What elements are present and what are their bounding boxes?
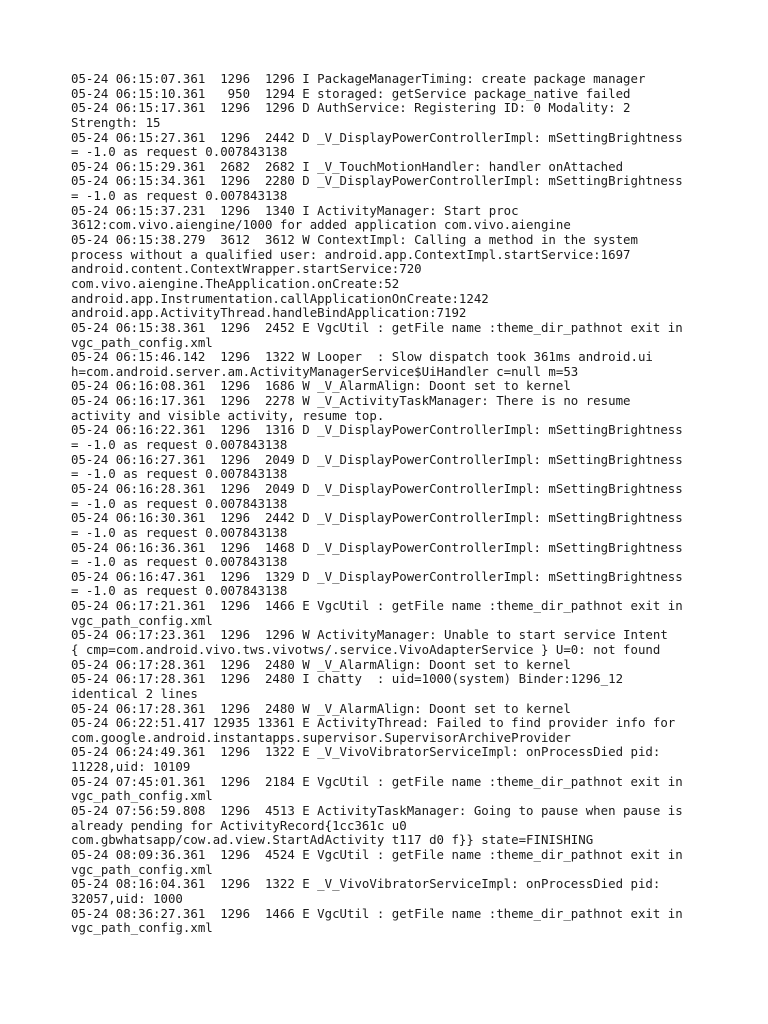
- log-line: = -1.0 as request 0.007843138: [71, 583, 288, 599]
- log-line: vgc_path_config.xml: [71, 920, 213, 936]
- log-line: h=com.android.server.am.ActivityManagerService$UiHandler c=null m=53: [71, 363, 579, 379]
- log-line: 05-24 07:45:01.361 1296 2184 E VgcUtil : getFile name :theme_dir_pathnot exit in: [71, 773, 683, 789]
- log-line: android.app.ActivityThread.handleBindApplication:7192: [71, 305, 467, 321]
- log-line: 05-24 06:16:28.361 1296 2049 D _V_DisplayPowerControllerImpl: mSettingBrightness: [71, 480, 683, 496]
- log-line: 05-24 06:17:21.361 1296 1466 E VgcUtil : getFile name :theme_dir_pathnot exit in: [71, 598, 683, 614]
- log-line: vgc_path_config.xml: [71, 334, 213, 350]
- log-line: 05-24 06:16:30.361 1296 2442 D _V_DisplayPowerControllerImpl: mSettingBrightness: [71, 510, 683, 526]
- log-line: 05-24 06:16:27.361 1296 2049 D _V_DisplayPowerControllerImpl: mSettingBrightness: [71, 451, 683, 467]
- log-line: 11228,uid: 10109: [71, 759, 191, 775]
- log-line: activity and visible activity, resume top.: [71, 407, 385, 423]
- log-line: 05-24 06:15:07.361 1296 1296 I PackageManagerTiming: create package manager: [71, 71, 646, 86]
- log-line: process without a qualified user: android.app.ContextImpl.startService:1697: [71, 246, 631, 262]
- log-line: 05-24 06:17:28.361 1296 2480 W _V_AlarmAlign: Doont set to kernel: [71, 656, 571, 672]
- log-line: identical 2 lines: [71, 685, 198, 701]
- log-line: 05-24 06:22:51.417 12935 13361 E ActivityThread: Failed to find provider info for: [71, 715, 676, 731]
- log-line: 05-24 06:15:27.361 1296 2442 D _V_DisplayPowerControllerImpl: mSettingBrightness: [71, 129, 683, 145]
- log-line: vgc_path_config.xml: [71, 861, 213, 877]
- log-line: 05-24 06:15:34.361 1296 2280 D _V_DisplayPowerControllerImpl: mSettingBrightness: [71, 173, 683, 189]
- log-line: 05-24 06:15:10.361 950 1294 E storaged: getService package_native failed: [71, 85, 631, 101]
- log-line: = -1.0 as request 0.007843138: [71, 466, 288, 482]
- log-line: android.app.Instrumentation.callApplicationOnCreate:1242: [71, 290, 489, 306]
- log-line: 05-24 06:15:29.361 2682 2682 I _V_TouchMotionHandler: handler onAttached: [71, 158, 624, 174]
- log-line: vgc_path_config.xml: [71, 612, 213, 628]
- log-line: 05-24 06:15:46.142 1296 1322 W Looper : Slow dispatch took 361ms android.ui: [71, 349, 653, 365]
- log-line: 05-24 07:56:59.808 1296 4513 E ActivityTaskManager: Going to pause when pause is: [71, 803, 683, 819]
- log-line: 05-24 06:16:47.361 1296 1329 D _V_DisplayPowerControllerImpl: mSettingBrightness: [71, 568, 683, 584]
- log-line: 05-24 06:15:38.279 3612 3612 W ContextImpl: Calling a method in the system: [71, 232, 638, 248]
- log-line: 05-24 06:15:38.361 1296 2452 E VgcUtil : getFile name :theme_dir_pathnot exit in: [71, 319, 683, 335]
- log-line: = -1.0 as request 0.007843138: [71, 495, 288, 511]
- log-line: 05-24 06:17:28.361 1296 2480 I chatty : uid=1000(system) Binder:1296_12: [71, 671, 624, 687]
- log-line: 05-24 06:17:28.361 1296 2480 W _V_AlarmAlign: Doont set to kernel: [71, 700, 571, 716]
- log-line: 05-24 06:16:08.361 1296 1686 W _V_AlarmAlign: Doont set to kernel: [71, 378, 571, 394]
- log-line: = -1.0 as request 0.007843138: [71, 144, 288, 160]
- log-line: 05-24 08:36:27.361 1296 1466 E VgcUtil : getFile name :theme_dir_pathnot exit in: [71, 905, 683, 921]
- log-line: 05-24 06:16:36.361 1296 1468 D _V_DisplayPowerControllerImpl: mSettingBrightness: [71, 539, 683, 555]
- log-line: = -1.0 as request 0.007843138: [71, 554, 288, 570]
- log-line: 05-24 06:15:37.231 1296 1340 I ActivityManager: Start proc: [71, 202, 519, 218]
- log-line: 3612:com.vivo.aiengine/1000 for added application com.vivo.aiengine: [71, 217, 571, 233]
- log-line: 05-24 08:16:04.361 1296 1322 E _V_VivoVibratorServiceImpl: onProcessDied pid:: [71, 876, 661, 892]
- log-line: 05-24 06:17:23.361 1296 1296 W ActivityManager: Unable to start service Intent: [71, 627, 668, 643]
- log-line: = -1.0 as request 0.007843138: [71, 524, 288, 540]
- log-line: already pending for ActivityRecord{1cc361c u0: [71, 817, 407, 833]
- log-line: com.google.android.instantapps.supervisor.SupervisorArchiveProvider: [71, 729, 571, 745]
- log-line: 05-24 06:16:22.361 1296 1316 D _V_DisplayPowerControllerImpl: mSettingBrightness: [71, 422, 683, 438]
- log-line: Strength: 15: [71, 114, 161, 130]
- log-line: android.content.ContextWrapper.startService:720: [71, 261, 422, 277]
- log-line: 05-24 06:24:49.361 1296 1322 E _V_VivoVibratorServiceImpl: onProcessDied pid:: [71, 744, 661, 760]
- log-line: = -1.0 as request 0.007843138: [71, 188, 288, 204]
- log-text-block: [71, 72, 711, 936]
- log-line: 05-24 06:16:17.361 1296 2278 W _V_ActivityTaskManager: There is no resume: [71, 393, 631, 409]
- log-line: 05-24 06:15:17.361 1296 1296 D AuthService: Registering ID: 0 Modality: 2: [71, 100, 631, 116]
- log-line: com.vivo.aiengine.TheApplication.onCreate:52: [71, 275, 400, 291]
- log-line: vgc_path_config.xml: [71, 788, 213, 804]
- log-line: { cmp=com.android.vivo.tws.vivotws/.service.VivoAdapterService } U=0: not found: [71, 641, 661, 657]
- log-line: com.gbwhatsapp/cow.ad.view.StartAdActivity t117 d0 f}} state=FINISHING: [71, 832, 594, 848]
- log-line: 05-24 08:09:36.361 1296 4524 E VgcUtil : getFile name :theme_dir_pathnot exit in: [71, 846, 683, 862]
- log-line: 32057,uid: 1000: [71, 890, 183, 906]
- log-line: = -1.0 as request 0.007843138: [71, 437, 288, 453]
